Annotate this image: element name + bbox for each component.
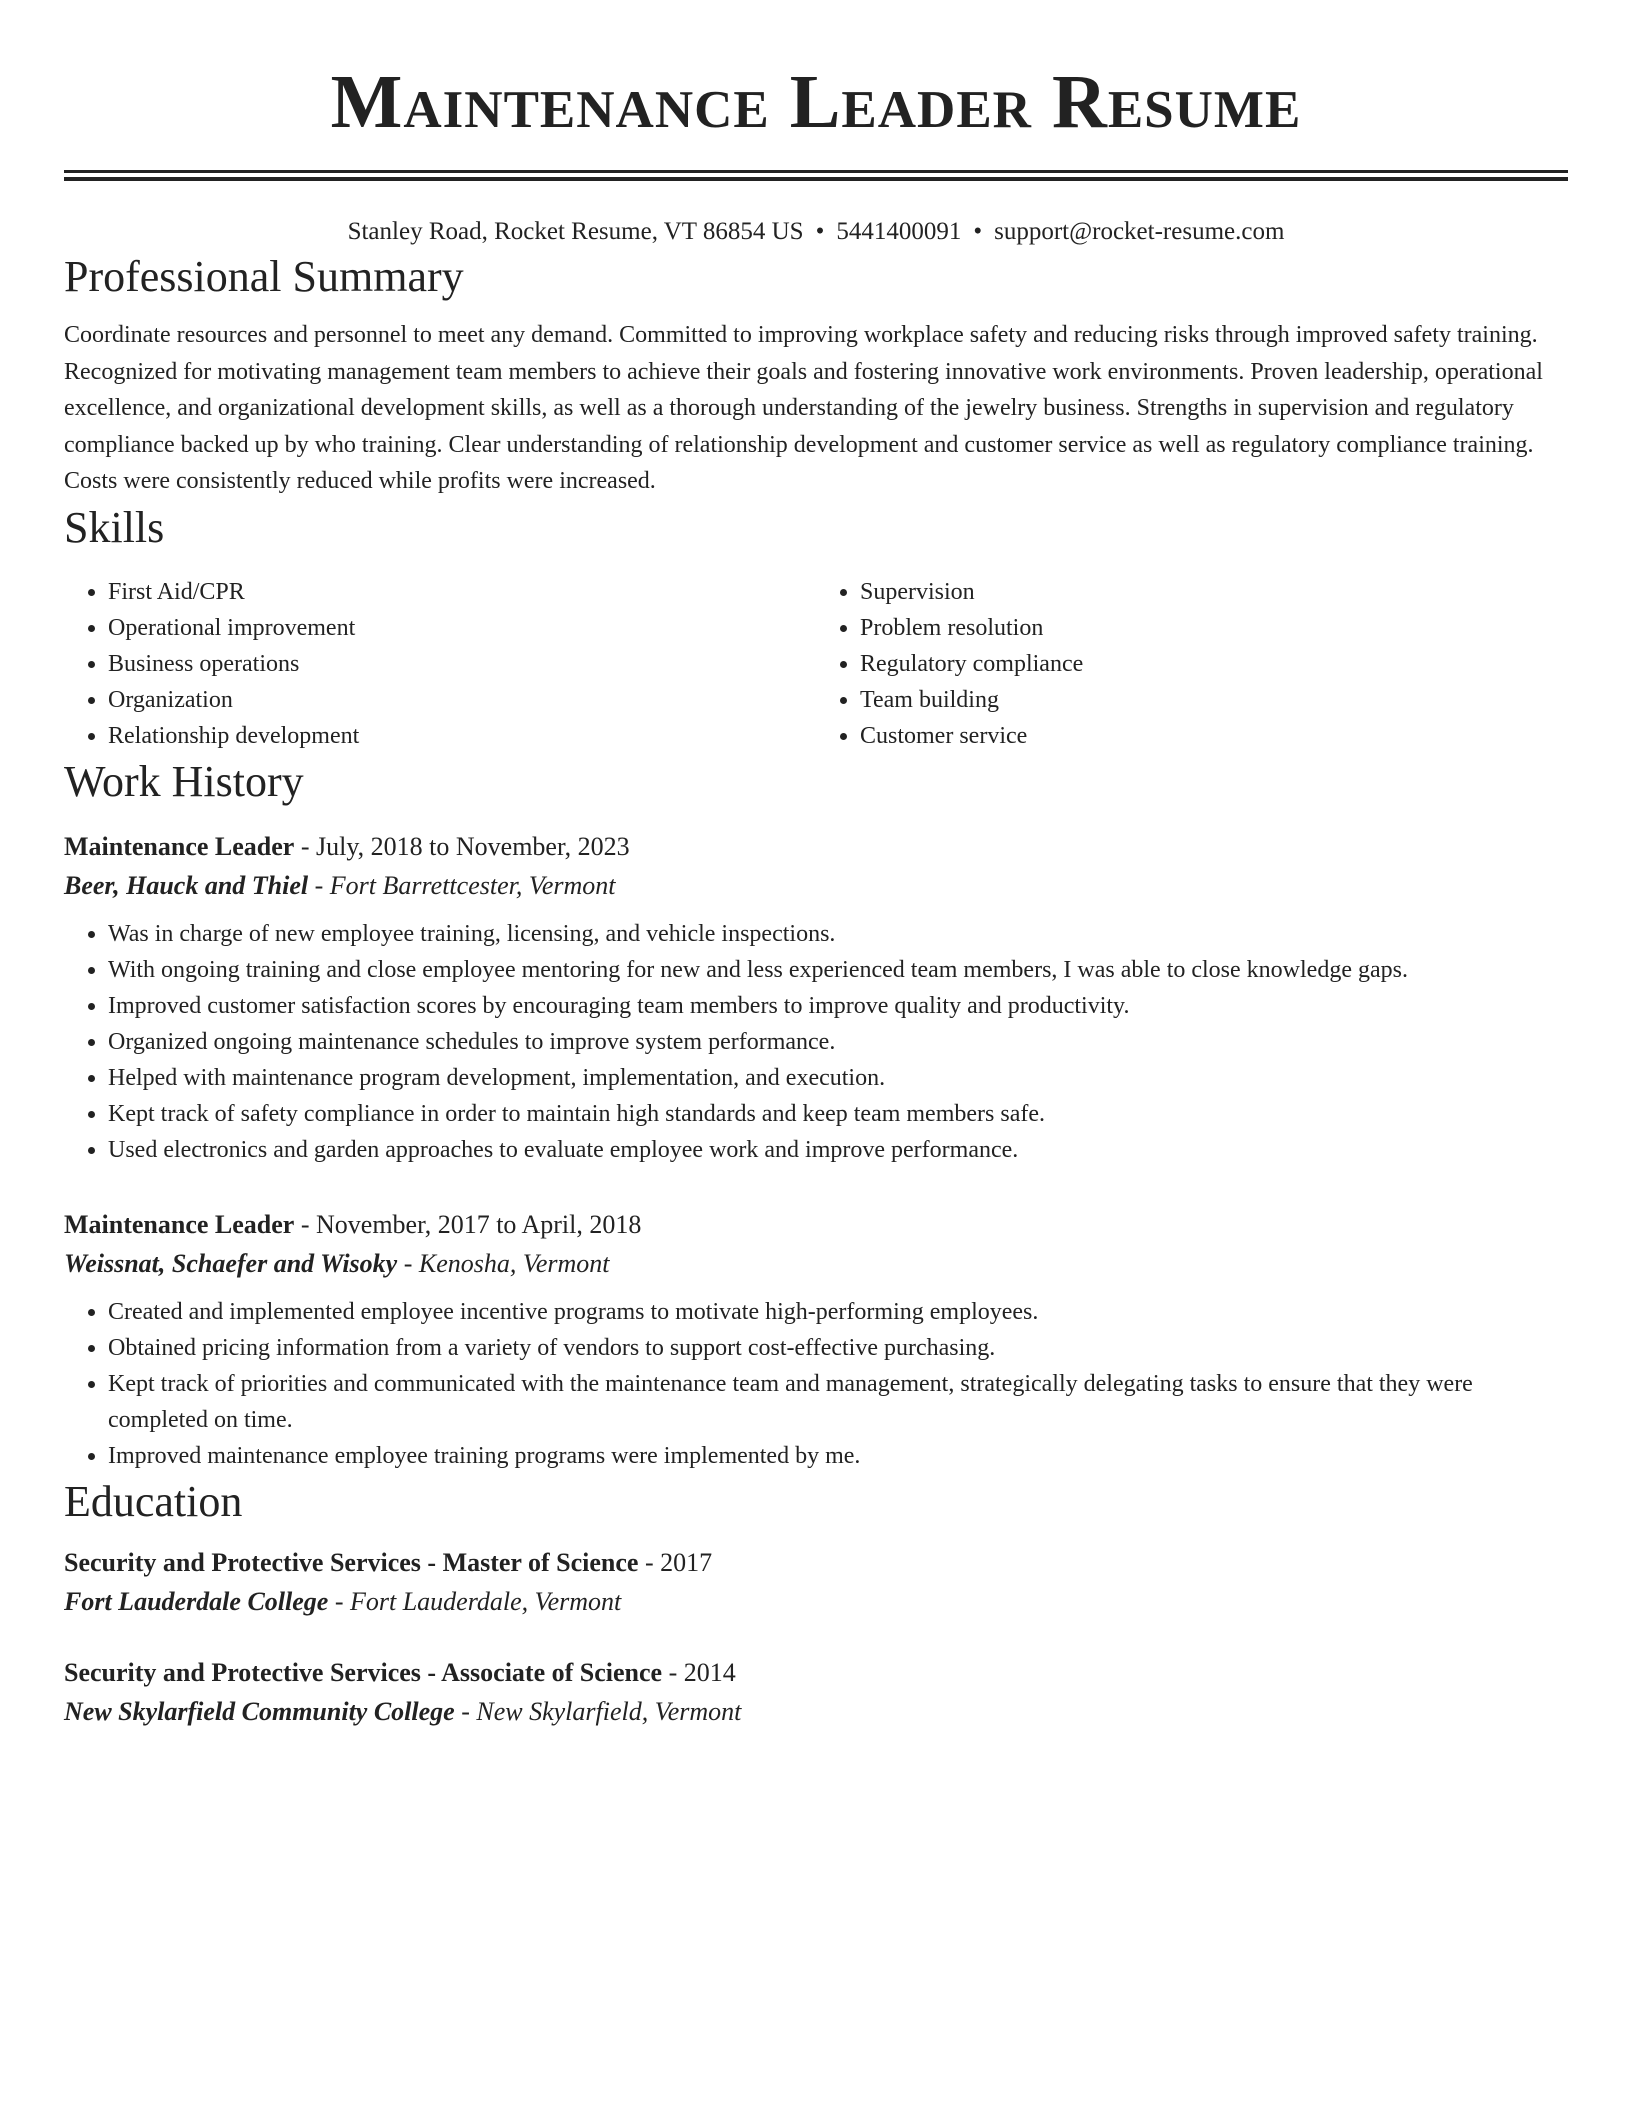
education-location: - New Skylarfield, Vermont [454, 1696, 742, 1726]
education-school: Fort Lauderdale College [64, 1586, 329, 1616]
skills-heading: Skills [64, 502, 165, 552]
skill-item: • Regulatory compliance [860, 646, 1568, 682]
education-degree-line [64, 1654, 1568, 1692]
job-duty: • Improved maintenance employee training programs were implemented by me. [108, 1438, 1568, 1474]
summary-heading: Professional Summary [64, 252, 464, 301]
job-company-line [64, 866, 1568, 906]
job-company-line [64, 1244, 1568, 1284]
skills-list-left [64, 574, 816, 754]
resume-title: Maintenance Leader Resume [330, 60, 1302, 144]
education-degree: Security and Protective Services - Associate of Science [64, 1657, 663, 1687]
job-dates: - July, 2018 to November, 2023 [294, 831, 630, 861]
education-year: - 2014 [662, 1657, 736, 1687]
education-year: - 2017 [638, 1547, 713, 1577]
job-duty: • With ongoing training and close employee mentoring for new and less experienced team members, I was able to close knowledge gaps. [108, 952, 1568, 988]
education-school-line [64, 1582, 1568, 1622]
contact-email: support@rocket-resume.com [994, 218, 1285, 245]
job-duty: • Helped with maintenance program development, implementation, and execution. [108, 1060, 1568, 1096]
skill-item: • Operational improvement [108, 610, 816, 646]
job-title-line [64, 828, 1568, 866]
job-duty: • Kept track of priorities and communicated with the maintenance team and management, strategically delegating tasks to ensure that they were completed on time. [108, 1366, 1568, 1438]
contact-phone: 5441400091 [836, 218, 962, 245]
skill-item: • Relationship development [108, 718, 816, 754]
job-role: Maintenance Leader [64, 831, 295, 861]
education-location: - Fort Lauderdale, Vermont [328, 1586, 622, 1616]
job-company: Beer, Hauck and Thiel [64, 870, 309, 900]
education-degree: Security and Protective Services - Master of Science [64, 1547, 639, 1577]
skill-item: • Team building [860, 682, 1568, 718]
education-entry [64, 1544, 1568, 1622]
work-history-heading: Work History [64, 756, 304, 806]
contact-separator: • [973, 218, 983, 245]
skills-columns [64, 574, 1568, 754]
skill-item: • Business operations [108, 646, 816, 682]
education-school: New Skylarfield Community College [64, 1696, 455, 1726]
education-degree-line [64, 1544, 1568, 1582]
job-role: Maintenance Leader [64, 1209, 295, 1239]
job-duties-list [64, 1294, 1568, 1474]
job-dates: - November, 2017 to April, 2018 [294, 1209, 642, 1239]
skill-item: • First Aid/CPR [108, 574, 816, 610]
job-location: - Fort Barrettcester, Vermont [308, 870, 616, 900]
job-duty: • Kept track of safety compliance in order to maintain high standards and keep team members safe. [108, 1096, 1568, 1132]
education-school-line [64, 1692, 1568, 1732]
summary-text: Coordinate resources and personnel to meet any demand. Committed to improving workplace safety and reducing risks through improved safety training. Recognized for motivating management team members to achieve their goals and fostering innovative work environments. Proven leadership, operational excellence, and organizational development skills, as well as a thorough understanding of the jewelry business. Strengths in supervision and regulatory compliance backed up by who training. Clear understanding of relationship development and customer service as well as regulatory compliance training. Costs were consistently reduced while profits were increased. [64, 322, 1543, 494]
job-duty: • Obtained pricing information from a variety of vendors to support cost-effective purchasing. [108, 1330, 1568, 1366]
job-title-line [64, 1206, 1568, 1244]
title-divider [64, 170, 1568, 181]
job-company: Weissnat, Schaefer and Wisoky [64, 1248, 398, 1278]
education-entry [64, 1654, 1568, 1732]
job-entry [64, 828, 1568, 1168]
job-duties-list [64, 916, 1568, 1168]
job-duty: • Used electronics and garden approaches to evaluate employee work and improve performance. [108, 1132, 1568, 1168]
job-duty: • Improved customer satisfaction scores by encouraging team members to improve quality and productivity. [108, 988, 1568, 1024]
contact-separator: • [815, 218, 825, 245]
skills-list-right [816, 574, 1568, 754]
education-heading: Education [64, 1476, 243, 1526]
contact-address: Stanley Road, Rocket Resume, VT 86854 US [347, 218, 804, 245]
contact-line [64, 215, 1568, 249]
skill-item: • Organization [108, 682, 816, 718]
job-entry [64, 1206, 1568, 1474]
skill-item: • Problem resolution [860, 610, 1568, 646]
job-duty: • Was in charge of new employee training, licensing, and vehicle inspections. [108, 916, 1568, 952]
job-location: - Kenosha, Vermont [397, 1248, 610, 1278]
skill-item: • Customer service [860, 718, 1568, 754]
job-duty: • Organized ongoing maintenance schedules to improve system performance. [108, 1024, 1568, 1060]
job-duty: • Created and implemented employee incentive programs to motivate high-performing employees. [108, 1294, 1568, 1330]
skill-item: • Supervision [860, 574, 1568, 610]
